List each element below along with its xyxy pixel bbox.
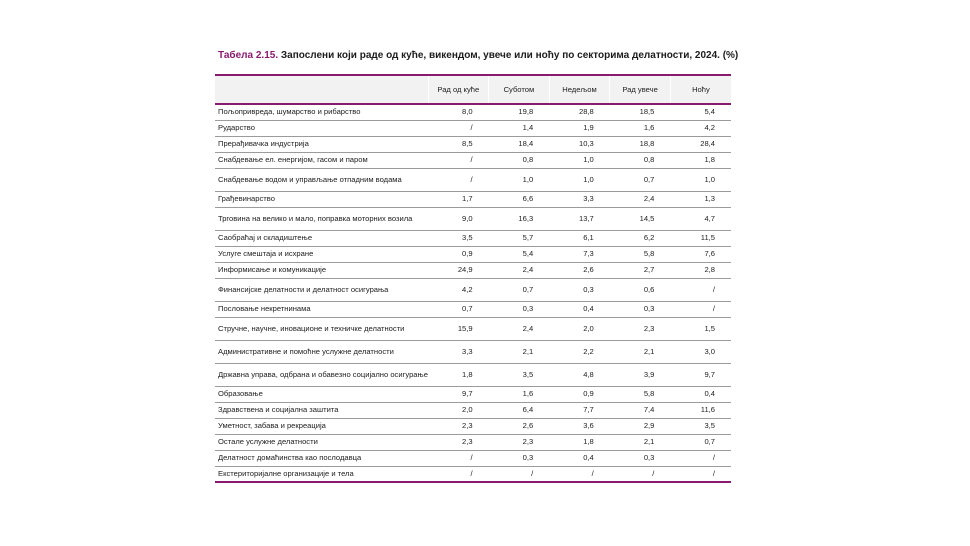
value-evening: 0,3 (610, 301, 671, 317)
table-title (218, 50, 738, 61)
value-evening: 14,5 (610, 207, 671, 230)
value-saturday: 2,4 (489, 317, 550, 340)
table-row (215, 246, 731, 262)
value-night: 28,4 (670, 136, 731, 152)
value-evening: 2,3 (610, 317, 671, 340)
column-header-sector (215, 75, 428, 104)
value-evening: 2,1 (610, 434, 671, 450)
sector-name: Прерађивачка индустрија (215, 136, 428, 152)
value-saturday: / (489, 466, 550, 482)
value-sunday: 1,0 (549, 152, 610, 168)
value-home: 1,8 (428, 363, 489, 386)
value-home: / (428, 152, 489, 168)
table-row (215, 262, 731, 278)
value-saturday: 5,7 (489, 230, 550, 246)
table-row (215, 466, 731, 482)
value-saturday: 2,6 (489, 418, 550, 434)
value-evening: 18,8 (610, 136, 671, 152)
column-header-home: Рад од куће (428, 75, 489, 104)
value-home: 2,0 (428, 402, 489, 418)
value-sunday: 0,4 (549, 450, 610, 466)
value-evening: 2,1 (610, 340, 671, 363)
value-sunday: 7,3 (549, 246, 610, 262)
sector-name: Саобраћај и складиштење (215, 230, 428, 246)
sector-name: Стручне, научне, иновационе и техничке делатности (215, 317, 428, 340)
value-night: / (670, 301, 731, 317)
table-row (215, 363, 731, 386)
sector-name: Уметност, забава и рекреација (215, 418, 428, 434)
value-sunday: 28,8 (549, 104, 610, 120)
value-home: 0,7 (428, 301, 489, 317)
value-night: / (670, 450, 731, 466)
value-sunday: 7,7 (549, 402, 610, 418)
table-row (215, 340, 731, 363)
value-home: 3,5 (428, 230, 489, 246)
table-row (215, 120, 731, 136)
value-night: 3,0 (670, 340, 731, 363)
value-home: 0,9 (428, 246, 489, 262)
table-row (215, 191, 731, 207)
value-home: 1,7 (428, 191, 489, 207)
value-home: / (428, 168, 489, 191)
value-saturday: 1,0 (489, 168, 550, 191)
table-row (215, 402, 731, 418)
value-saturday: 1,4 (489, 120, 550, 136)
sector-name: Образовање (215, 386, 428, 402)
value-sunday: 10,3 (549, 136, 610, 152)
table-row (215, 450, 731, 466)
value-saturday: 2,4 (489, 262, 550, 278)
value-saturday: 0,7 (489, 278, 550, 301)
value-sunday: 13,7 (549, 207, 610, 230)
value-sunday: 1,8 (549, 434, 610, 450)
table-header-row (215, 75, 731, 104)
value-night: 2,8 (670, 262, 731, 278)
value-evening: 7,4 (610, 402, 671, 418)
value-home: 2,3 (428, 418, 489, 434)
value-sunday: 0,4 (549, 301, 610, 317)
sector-name: Пословање некретнинама (215, 301, 428, 317)
table-row (215, 207, 731, 230)
column-header-night: Ноћу (670, 75, 731, 104)
value-evening: 0,6 (610, 278, 671, 301)
value-home: 15,9 (428, 317, 489, 340)
value-sunday: 0,9 (549, 386, 610, 402)
value-night: 0,7 (670, 434, 731, 450)
sector-name: Грађевинарство (215, 191, 428, 207)
value-home: 24,9 (428, 262, 489, 278)
value-sunday: 2,6 (549, 262, 610, 278)
value-saturday: 18,4 (489, 136, 550, 152)
value-saturday: 3,5 (489, 363, 550, 386)
table-row (215, 230, 731, 246)
table-row (215, 386, 731, 402)
value-evening: 6,2 (610, 230, 671, 246)
value-night: 0,4 (670, 386, 731, 402)
sector-name: Остале услужне делатности (215, 434, 428, 450)
table-row (215, 317, 731, 340)
value-saturday: 2,1 (489, 340, 550, 363)
value-evening: 18,5 (610, 104, 671, 120)
sector-name: Снабдевање ел. енергијом, гасом и паром (215, 152, 428, 168)
sector-name: Административне и помоћне услужне делатности (215, 340, 428, 363)
sector-name: Делатност домаћинства као послодавца (215, 450, 428, 466)
table-row (215, 278, 731, 301)
column-header-saturday: Суботом (489, 75, 550, 104)
value-sunday: 0,3 (549, 278, 610, 301)
value-home: / (428, 466, 489, 482)
value-night: 1,5 (670, 317, 731, 340)
value-sunday: 4,8 (549, 363, 610, 386)
value-home: 2,3 (428, 434, 489, 450)
sector-name: Државна управа, одбрана и обавезно социјално осигурање (215, 363, 428, 386)
value-sunday: 6,1 (549, 230, 610, 246)
sector-name: Услуге смештаја и исхране (215, 246, 428, 262)
value-saturday: 16,3 (489, 207, 550, 230)
value-home: 9,7 (428, 386, 489, 402)
sector-name: Трговина на велико и мало, поправка моторних возила (215, 207, 428, 230)
value-night: 5,4 (670, 104, 731, 120)
sector-name: Екстериторијалне организације и тела (215, 466, 428, 482)
value-night: 11,5 (670, 230, 731, 246)
value-saturday: 19,8 (489, 104, 550, 120)
value-sunday: 3,3 (549, 191, 610, 207)
sector-name: Снабдевање водом и управљање отпадним водама (215, 168, 428, 191)
table-row (215, 301, 731, 317)
value-sunday: 3,6 (549, 418, 610, 434)
value-saturday: 5,4 (489, 246, 550, 262)
value-home: 9,0 (428, 207, 489, 230)
value-home: 8,5 (428, 136, 489, 152)
value-night: 11,6 (670, 402, 731, 418)
sector-name: Пољопривреда, шумарство и рибарство (215, 104, 428, 120)
value-home: 8,0 (428, 104, 489, 120)
value-night: / (670, 466, 731, 482)
sector-name: Финансијске делатности и делатност осигурања (215, 278, 428, 301)
table-row (215, 152, 731, 168)
table-row (215, 434, 731, 450)
sector-name: Информисање и комуникације (215, 262, 428, 278)
value-night: 1,0 (670, 168, 731, 191)
value-home: 4,2 (428, 278, 489, 301)
value-evening: 2,9 (610, 418, 671, 434)
column-header-evening: Рад увече (610, 75, 671, 104)
value-saturday: 1,6 (489, 386, 550, 402)
value-evening: 2,4 (610, 191, 671, 207)
table-row (215, 104, 731, 120)
table-row (215, 168, 731, 191)
value-sunday: 2,0 (549, 317, 610, 340)
sector-name: Рударство (215, 120, 428, 136)
value-evening: 5,8 (610, 386, 671, 402)
value-home: 3,3 (428, 340, 489, 363)
value-night: 3,5 (670, 418, 731, 434)
value-sunday: 1,0 (549, 168, 610, 191)
value-evening: 5,8 (610, 246, 671, 262)
value-night: 9,7 (670, 363, 731, 386)
value-night: 1,3 (670, 191, 731, 207)
value-saturday: 6,6 (489, 191, 550, 207)
value-saturday: 6,4 (489, 402, 550, 418)
table-row (215, 136, 731, 152)
value-saturday: 0,8 (489, 152, 550, 168)
value-evening: 0,7 (610, 168, 671, 191)
value-evening: 0,3 (610, 450, 671, 466)
sector-table (215, 74, 731, 483)
value-night: / (670, 278, 731, 301)
value-evening: 2,7 (610, 262, 671, 278)
value-night: 4,7 (670, 207, 731, 230)
value-home: / (428, 120, 489, 136)
table-row (215, 418, 731, 434)
value-sunday: / (549, 466, 610, 482)
value-sunday: 1,9 (549, 120, 610, 136)
column-header-sunday: Недељом (549, 75, 610, 104)
value-night: 7,6 (670, 246, 731, 262)
value-saturday: 0,3 (489, 301, 550, 317)
sector-name: Здравствена и социјална заштита (215, 402, 428, 418)
value-night: 4,2 (670, 120, 731, 136)
value-saturday: 2,3 (489, 434, 550, 450)
value-night: 1,8 (670, 152, 731, 168)
value-sunday: 2,2 (549, 340, 610, 363)
table-number: Табела 2.15. (218, 50, 279, 61)
value-evening: 0,8 (610, 152, 671, 168)
value-home: / (428, 450, 489, 466)
value-evening: 3,9 (610, 363, 671, 386)
value-saturday: 0,3 (489, 450, 550, 466)
table-caption: Запослени који раде од куће, викендом, увече или ноћу по секторима делатности, 2024. (%) (280, 50, 739, 61)
value-evening: / (610, 466, 671, 482)
value-evening: 1,6 (610, 120, 671, 136)
